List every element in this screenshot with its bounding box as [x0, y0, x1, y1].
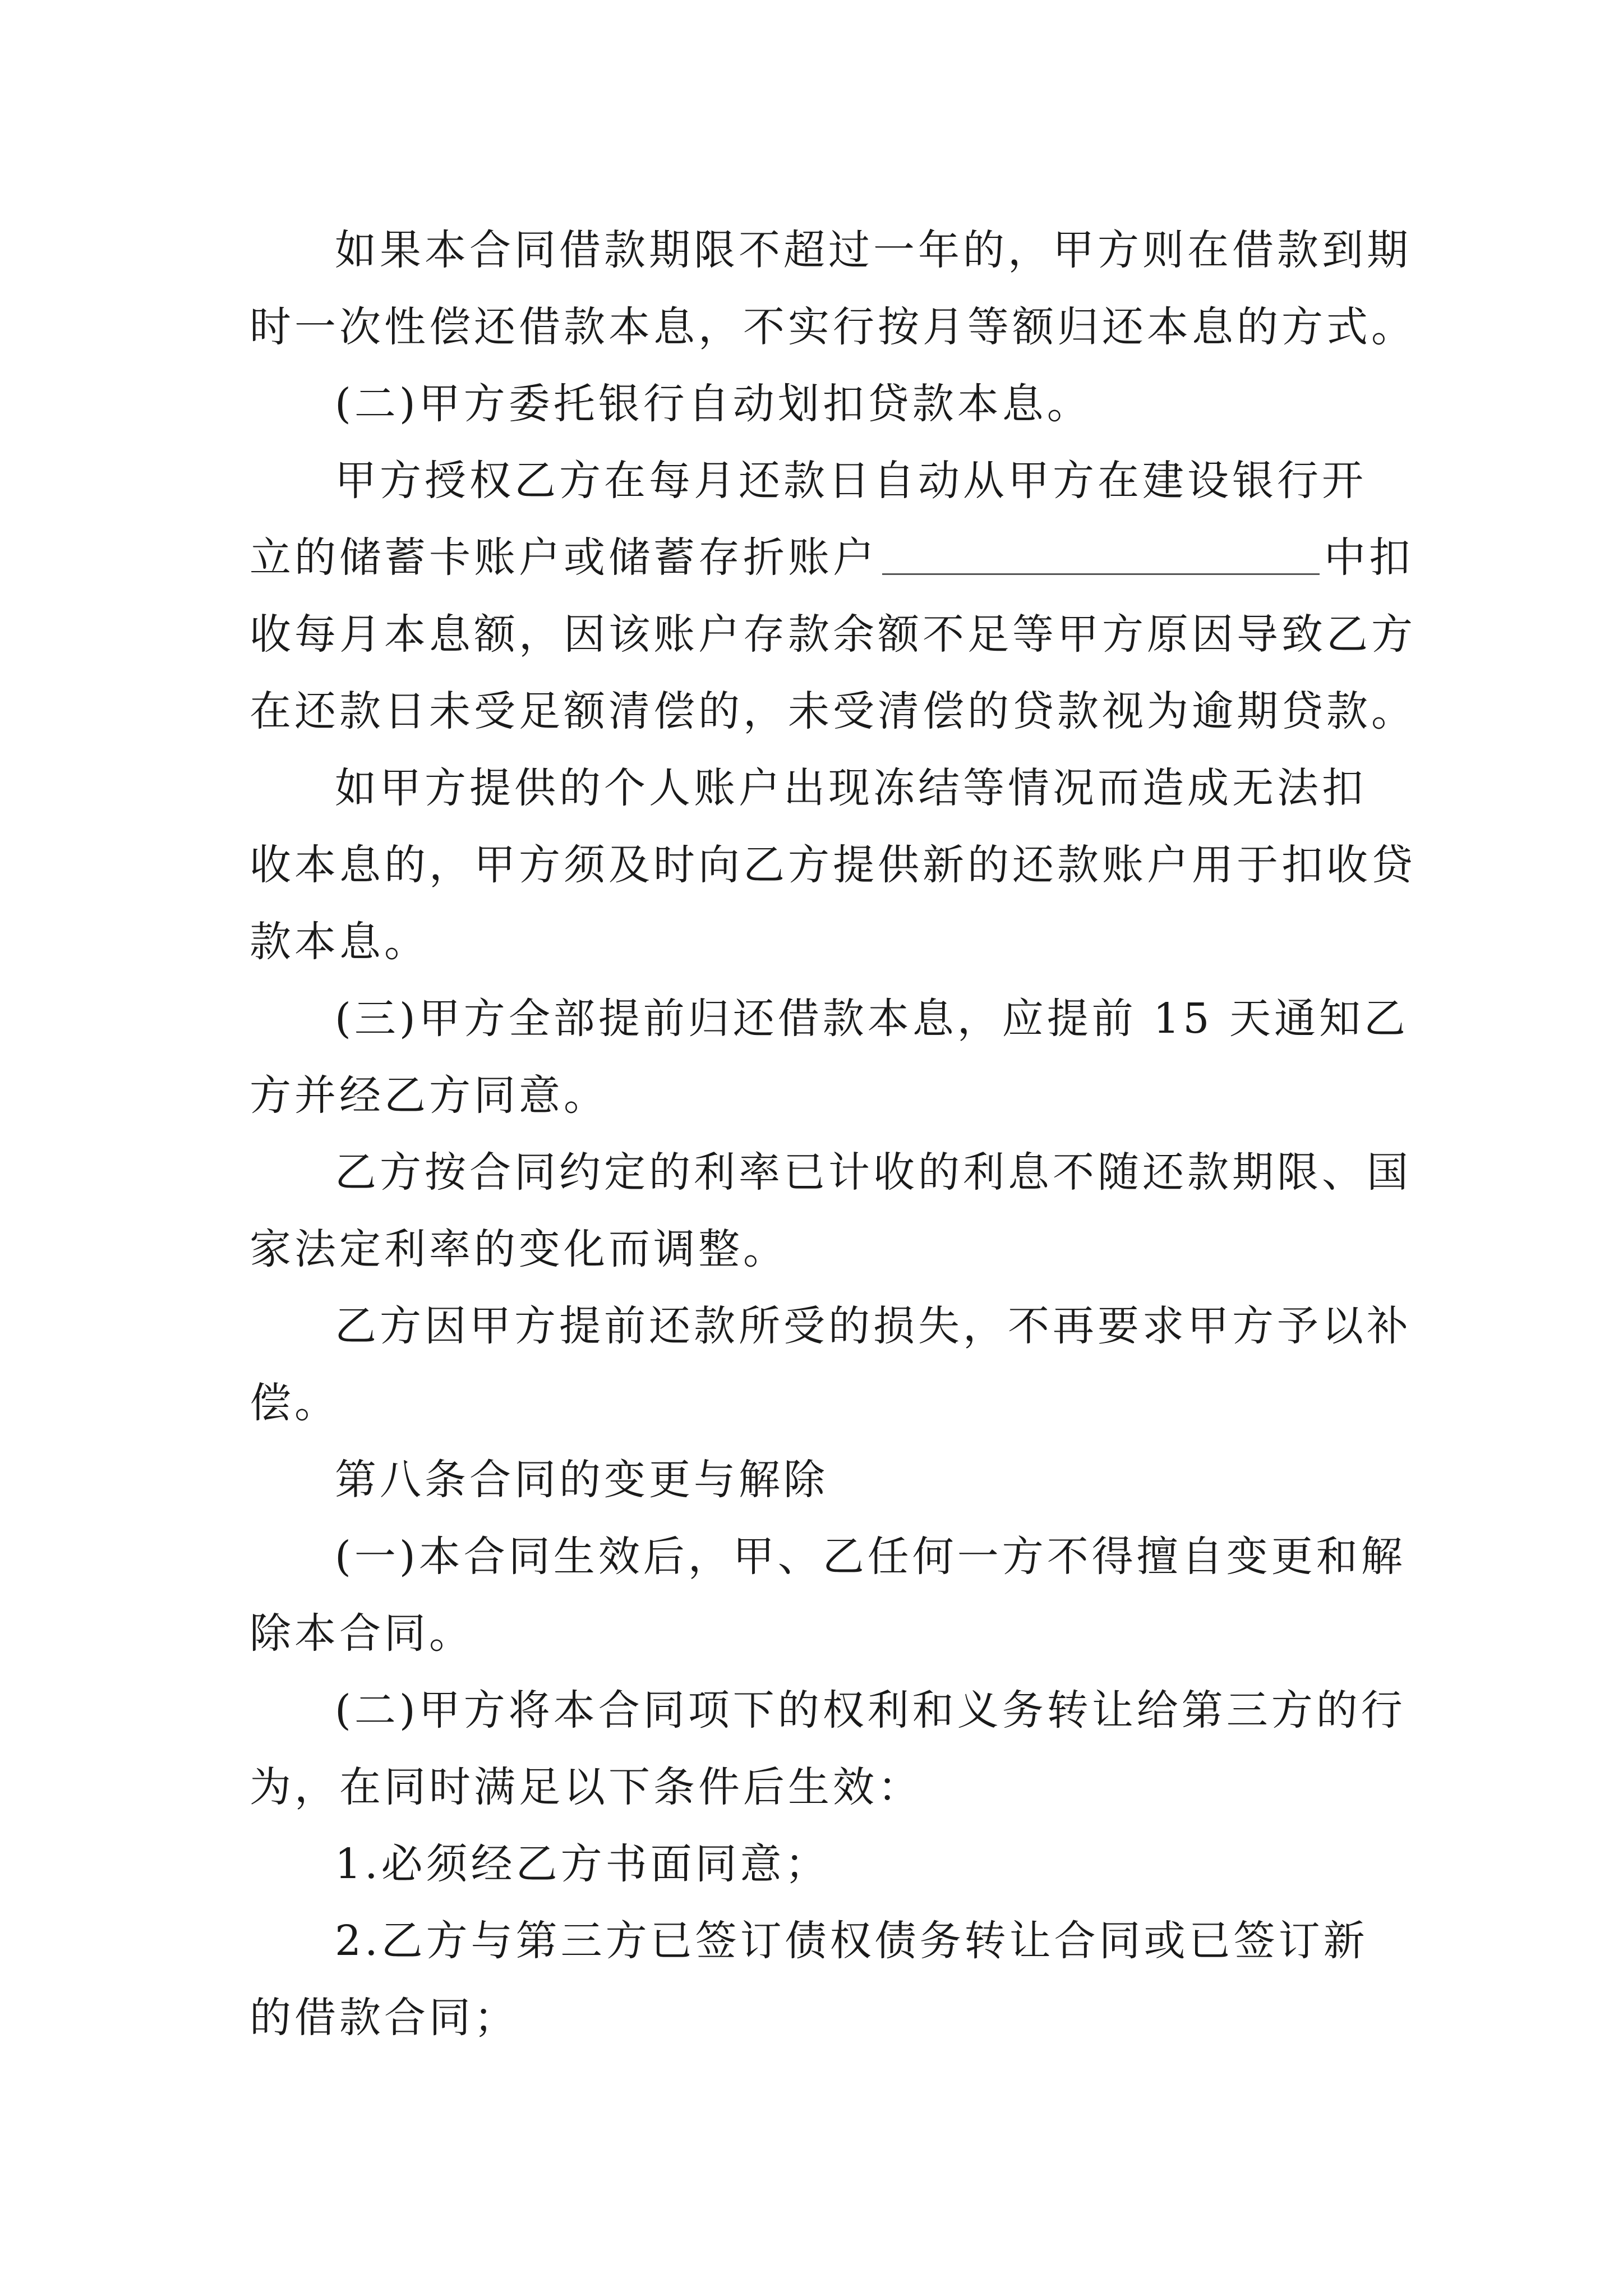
paragraph-4 — [250, 750, 1416, 981]
paragraph-7 — [250, 1288, 1412, 1442]
text-line: 为，在同时满足以下条件后生效： — [250, 1763, 923, 1811]
condition-item-2 — [250, 1903, 1391, 2056]
condition-item-1 — [250, 1826, 1391, 1903]
paragraph-1 — [250, 212, 1416, 366]
paragraph-3 — [250, 443, 1416, 750]
text-line: 乙方按合同约定的利率已计收的利息不随还款期限、国 — [335, 1148, 1412, 1197]
text-line: 如果本合同借款期限不超过一年的，甲方则在借款到期 — [335, 226, 1412, 274]
text-line: 的借款合同； — [250, 1994, 519, 2042]
text-line: 偿。 — [250, 1379, 339, 1427]
text-line: 收每月本息额，因该账户存款余额不足等甲方原因导致乙方 — [250, 610, 1416, 659]
section-heading-article-8 — [250, 1442, 1391, 1519]
text-line: 收本息的，甲方须及时向乙方提供新的还款账户用于扣收贷 — [250, 841, 1416, 889]
paragraph-10 — [250, 1672, 1406, 1826]
text-line: 1.必须经乙方书面同意； — [335, 1840, 830, 1888]
text-line: 第八条合同的变更与解除 — [335, 1456, 828, 1504]
text-line: 家法定利率的变化而调整。 — [250, 1225, 788, 1273]
text-line: 时一次性偿还借款本息，不实行按月等额归还本息的方式。 — [250, 303, 1416, 351]
paragraph-6 — [250, 1134, 1412, 1288]
text-line: (三)甲方全部提前归还借款本息，应提前 15 天通知乙 — [335, 995, 1409, 1043]
text-line: 方并经乙方同意。 — [250, 1071, 608, 1120]
text-line: (二)甲方将本合同项下的权利和义务转让给第三方的行 — [335, 1686, 1406, 1734]
text-line: 在还款日未受足额清偿的，未受清偿的贷款视为逾期贷款。 — [250, 687, 1416, 735]
paragraph-9 — [250, 1519, 1406, 1672]
text-segment: 中扣 — [1324, 533, 1414, 582]
text-line: 甲方授权乙方在每月还款日自动从甲方在建设银行开 — [335, 457, 1367, 505]
contract-text — [250, 212, 1416, 2056]
text-line: 如甲方提供的个人账户出现冻结等情况而造成无法扣 — [335, 764, 1367, 812]
text-line: 款本息。 — [250, 918, 429, 966]
text-line: (二)甲方委托银行自动划扣贷款本息。 — [335, 380, 1092, 428]
text-line: 乙方因甲方提前还款所受的损失，不再要求甲方予以补 — [335, 1302, 1412, 1350]
text-line: 2.乙方与第三方已签订债权债务转让合同或已签订新 — [335, 1917, 1368, 1965]
text-line-with-blank — [250, 519, 1414, 596]
text-line: (一)本合同生效后，甲、乙任何一方不得擅自变更和解 — [335, 1533, 1406, 1581]
paragraph-5 — [250, 981, 1409, 1134]
text-line: 除本合同。 — [250, 1609, 474, 1658]
text-segment: 立的储蓄卡账户或储蓄存折账户 — [250, 533, 878, 582]
account-number-blank[interactable] — [882, 532, 1320, 575]
paragraph-2 — [250, 366, 1391, 443]
